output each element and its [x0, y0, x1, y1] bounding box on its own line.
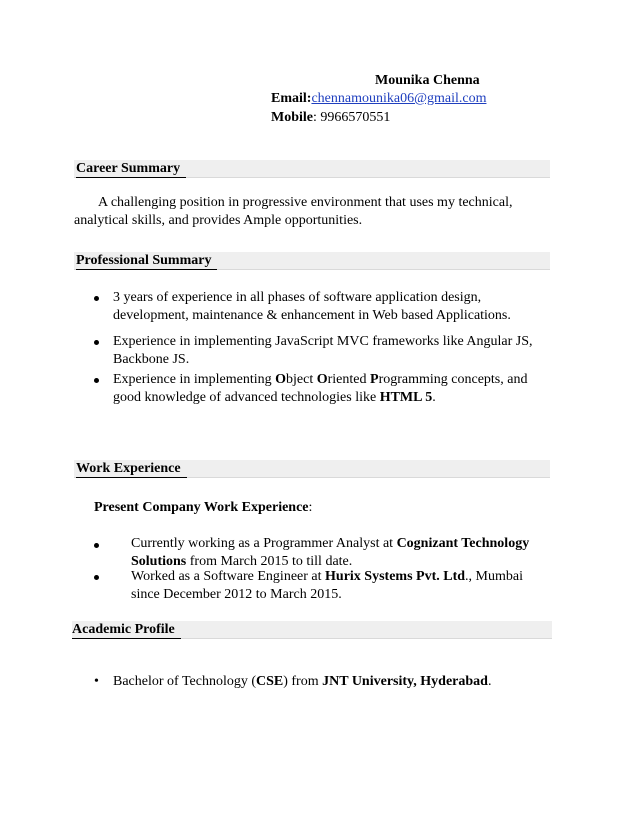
university-name: JNT University, Hyderabad: [322, 674, 488, 689]
company-name: Hurix Systems Pvt. Ltd: [325, 569, 466, 584]
text-run: bject: [286, 372, 317, 387]
professional-bullet-1-line-2: development, maintenance & enhancement in Web based Applications.: [113, 308, 511, 323]
academic-section-title: Academic Profile: [72, 621, 181, 639]
professional-bullet-2-line-2: Backbone JS.: [113, 352, 190, 367]
work-section-title: Work Experience: [76, 460, 187, 478]
career-summary-line-1: A challenging position in progressive environment that uses my technical,: [98, 195, 513, 210]
professional-bullet-2-line-1: Experience in implementing JavaScript MVC frameworks like Angular JS,: [113, 334, 533, 349]
mobile-line: [271, 110, 390, 126]
text-run: rogramming concepts, and: [378, 372, 528, 387]
email-label: Email:: [271, 91, 312, 106]
mobile-number: 9966570551: [320, 110, 391, 125]
bullet-icon: [94, 378, 99, 383]
bullet-icon: [94, 340, 99, 345]
text-run: Experience in implementing: [113, 372, 276, 387]
professional-section-title: Professional Summary: [76, 252, 217, 270]
mobile-separator: :: [313, 110, 321, 125]
text-run: :: [308, 500, 313, 515]
work-subheading-text: Present Company Work Experience: [94, 500, 309, 515]
bold-letter: O: [316, 372, 328, 387]
text-run: riented: [327, 372, 370, 387]
bullet-icon: [94, 575, 99, 580]
bullet-icon: [94, 296, 99, 301]
career-summary-line-2: analytical skills, and provides Ample opportunities.: [74, 213, 363, 228]
company-name: Solutions: [131, 554, 187, 569]
academic-bullet-icon: •: [94, 674, 99, 689]
professional-bullet-3-line-1: [113, 371, 527, 389]
email-link[interactable]: chennamounika06@gmail.com: [311, 91, 487, 106]
candidate-name: Mounika Chenna: [375, 73, 480, 88]
text-run: Bachelor of Technology (: [113, 674, 256, 689]
work-subheading: [94, 499, 312, 517]
bold-letter: O: [275, 372, 287, 387]
mobile-label: Mobile: [271, 110, 313, 125]
bullet-icon: [94, 543, 99, 548]
work-bullet-2-line-2: since December 2012 to March 2015.: [131, 587, 342, 602]
work-bullet-2-line-1: [131, 568, 523, 586]
text-run: ., Mumbai: [465, 569, 523, 584]
text-run: from March 2015 to till date.: [186, 554, 353, 569]
text-run: Worked as a Software Engineer at: [131, 569, 326, 584]
professional-bullet-3-line-2: [113, 389, 436, 407]
email-line: [271, 91, 486, 107]
degree-branch: CSE: [256, 674, 284, 689]
text-run: ) from: [283, 674, 323, 689]
company-name: Cognizant Technology: [396, 536, 530, 551]
career-section-title: Career Summary: [76, 160, 186, 178]
text-run: .: [432, 390, 436, 405]
bold-letter: P: [370, 372, 379, 387]
work-bullet-1-line-1: [131, 535, 529, 553]
text-run: good knowledge of advanced technologies like: [113, 390, 380, 405]
professional-bullet-1-line-1: 3 years of experience in all phases of software application design,: [113, 290, 482, 305]
academic-item: [113, 673, 491, 691]
text-run: Currently working as a Programmer Analyst at: [131, 536, 397, 551]
text-run: .: [487, 674, 492, 689]
bold-term: HTML 5: [379, 390, 433, 405]
